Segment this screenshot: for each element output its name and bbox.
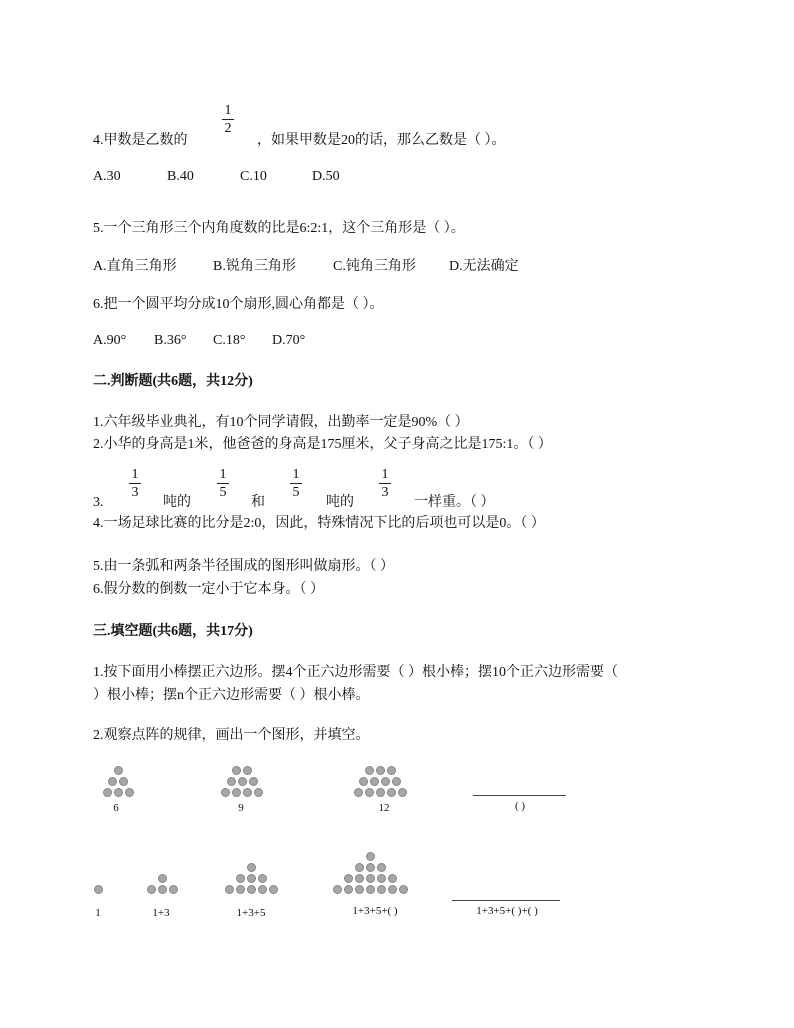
dot bbox=[366, 885, 375, 894]
dot bbox=[236, 874, 245, 883]
s2-item3-frac-3 bbox=[289, 467, 303, 500]
dot bbox=[247, 874, 256, 883]
s2-item3-word-2: 和 bbox=[251, 495, 265, 510]
q6-option-a: A.90° bbox=[93, 333, 127, 348]
dot bbox=[114, 766, 123, 775]
dot bbox=[227, 777, 236, 786]
section2-title: 二.判断题(共6题，共12分) bbox=[93, 374, 253, 389]
fraction-bar bbox=[379, 483, 391, 484]
s2-item-1: 1.六年级毕业典礼，有10个同学请假，出勤率一定是90%（ ） bbox=[93, 415, 469, 430]
fraction-bar bbox=[290, 483, 302, 484]
dot bbox=[370, 777, 379, 786]
dot bbox=[377, 885, 386, 894]
q4-text-a: 4.甲数是乙数的 bbox=[93, 133, 188, 148]
dot bbox=[232, 766, 241, 775]
dot-label-1-3-5-blank: 1+3+5+( ) bbox=[352, 905, 398, 917]
s2-item3-frac-2 bbox=[216, 467, 230, 500]
dot-label-sum-blank: 1+3+5+( )+( ) bbox=[476, 905, 538, 917]
s3-q2: 2.观察点阵的规律，画出一个图形，并填空。 bbox=[93, 728, 370, 743]
dot bbox=[249, 777, 258, 786]
dot bbox=[376, 766, 385, 775]
s2-item3-frac-1 bbox=[128, 467, 142, 500]
frac-num: 1 bbox=[381, 467, 389, 482]
s2-item-5: 5.由一条弧和两条半径围成的图形叫做扇形。（ ） bbox=[93, 559, 394, 574]
dot-label-9: 9 bbox=[238, 802, 244, 814]
dot bbox=[366, 863, 375, 872]
dot bbox=[344, 874, 353, 883]
q5-option-b: B.锐角三角形 bbox=[213, 259, 296, 274]
q4-option-d: D.50 bbox=[312, 169, 340, 184]
answer-blank-line bbox=[452, 900, 560, 901]
q4-frac-den: 2 bbox=[224, 121, 232, 136]
dot-label-12: 12 bbox=[378, 802, 390, 814]
s2-item3-frac-4 bbox=[378, 467, 392, 500]
frac-num: 1 bbox=[292, 467, 300, 482]
dot bbox=[114, 788, 123, 797]
q4-fraction bbox=[221, 103, 235, 136]
dot bbox=[354, 788, 363, 797]
dot-label-blank: ( ) bbox=[514, 800, 526, 812]
q6-option-d: D.70° bbox=[272, 333, 306, 348]
dot bbox=[381, 777, 390, 786]
dot-label-1-3-5: 1+3+5 bbox=[236, 907, 266, 919]
frac-num: 1 bbox=[219, 467, 227, 482]
q6-option-c: C.18° bbox=[213, 333, 246, 348]
frac-num: 1 bbox=[131, 467, 139, 482]
dot bbox=[225, 885, 234, 894]
fraction-bar bbox=[222, 119, 234, 120]
q4-frac-num: 1 bbox=[224, 103, 232, 118]
dot bbox=[344, 885, 353, 894]
q4-text-b: ，如果甲数是20的话，那么乙数是（ ）。 bbox=[257, 133, 506, 148]
s3-q1-line1: 1.按下面用小棒摆正六边形。摆4个正六边形需要（ ）根小棒；摆10个正六边形需要（ bbox=[93, 665, 618, 680]
dot bbox=[247, 863, 256, 872]
dot bbox=[254, 788, 263, 797]
dot bbox=[333, 885, 342, 894]
dot bbox=[243, 766, 252, 775]
dot bbox=[119, 777, 128, 786]
section3-title: 三.填空题(共6题，共17分) bbox=[93, 624, 253, 639]
frac-den: 5 bbox=[219, 485, 227, 500]
dot bbox=[247, 885, 256, 894]
frac-den: 3 bbox=[131, 485, 139, 500]
dot bbox=[376, 788, 385, 797]
frac-den: 3 bbox=[381, 485, 389, 500]
dot-label-6: 6 bbox=[113, 802, 119, 814]
dot bbox=[103, 788, 112, 797]
dot bbox=[158, 874, 167, 883]
dot bbox=[388, 885, 397, 894]
dot bbox=[377, 874, 386, 883]
dot bbox=[365, 788, 374, 797]
dot bbox=[236, 885, 245, 894]
q4-option-c: C.10 bbox=[240, 169, 267, 184]
dot bbox=[94, 885, 103, 894]
dot bbox=[387, 788, 396, 797]
dot bbox=[258, 885, 267, 894]
dot bbox=[359, 777, 368, 786]
dot bbox=[169, 885, 178, 894]
s2-item3-word-4: 一样重。（ ） bbox=[414, 495, 495, 510]
fraction-bar bbox=[217, 483, 229, 484]
answer-blank-line bbox=[473, 795, 566, 796]
dot bbox=[232, 788, 241, 797]
q6-option-b: B.36° bbox=[154, 333, 187, 348]
q4-option-b: B.40 bbox=[167, 169, 194, 184]
dot bbox=[125, 788, 134, 797]
dot-label-1-3: 1+3 bbox=[152, 907, 170, 919]
s2-item-4: 4.一场足球比赛的比分是2:0，因此，特殊情况下比的后项也可以是0。（ ） bbox=[93, 516, 545, 531]
dot bbox=[355, 874, 364, 883]
dot bbox=[399, 885, 408, 894]
fraction-bar bbox=[129, 483, 141, 484]
s3-q1-line2: ）根小棒；摆n个正六边形需要（ ）根小棒。 bbox=[93, 688, 370, 703]
dot bbox=[388, 874, 397, 883]
dot bbox=[387, 766, 396, 775]
q5-text: 5.一个三角形三个内角度数的比是6:2:1，这个三角形是（ ）。 bbox=[93, 221, 465, 236]
dot bbox=[355, 885, 364, 894]
dot bbox=[243, 788, 252, 797]
dot bbox=[108, 777, 117, 786]
dot bbox=[366, 874, 375, 883]
s2-item3-word-1: 吨的 bbox=[163, 495, 191, 510]
s2-item-2: 2.小华的身高是1米，他爸爸的身高是175厘米，父子身高之比是175:1。（ ） bbox=[93, 437, 552, 452]
s2-item3-word-3: 吨的 bbox=[326, 495, 354, 510]
dot bbox=[147, 885, 156, 894]
dot bbox=[258, 874, 267, 883]
q5-option-d: D.无法确定 bbox=[449, 259, 519, 274]
dot bbox=[269, 885, 278, 894]
dot bbox=[221, 788, 230, 797]
dot bbox=[392, 777, 401, 786]
q5-option-c: C.钝角三角形 bbox=[333, 259, 416, 274]
s2-item-6: 6.假分数的倒数一定小于它本身。（ ） bbox=[93, 582, 324, 597]
dot bbox=[238, 777, 247, 786]
q5-option-a: A.直角三角形 bbox=[93, 259, 177, 274]
dot bbox=[366, 852, 375, 861]
q4-option-a: A.30 bbox=[93, 169, 121, 184]
dot-label-1: 1 bbox=[95, 907, 101, 919]
dot bbox=[398, 788, 407, 797]
dot bbox=[365, 766, 374, 775]
dot bbox=[158, 885, 167, 894]
q6-text: 6.把一个圆平均分成10个扇形,圆心角都是（ ）。 bbox=[93, 297, 384, 312]
frac-den: 5 bbox=[292, 485, 300, 500]
dot bbox=[377, 863, 386, 872]
s2-item-3-num: 3. bbox=[93, 495, 104, 510]
dot bbox=[355, 863, 364, 872]
